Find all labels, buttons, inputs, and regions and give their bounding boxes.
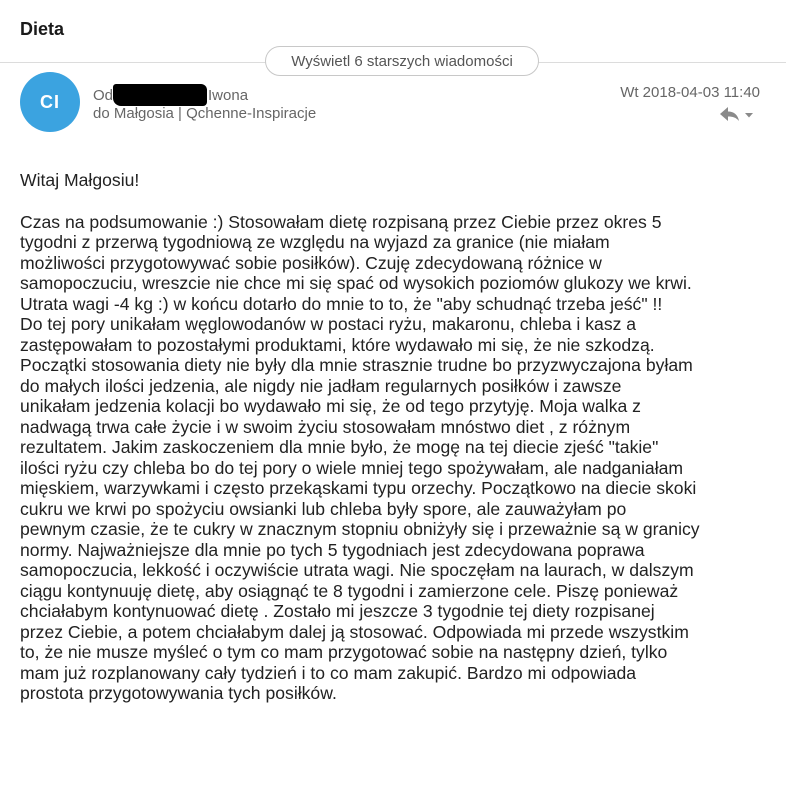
reply-arrow-icon[interactable]	[718, 103, 758, 125]
body-line: ciągu kontynuuję dietę, aby osiągnąć te 8 tygodni i zamierzone cele. Piszę ponieważ	[20, 580, 679, 601]
greeting: Witaj Małgosiu!	[20, 170, 140, 190]
show-older-messages-button[interactable]: Wyświetl 6 starszych wiadomości	[265, 46, 539, 76]
body-line: mam już rozplanowany cały tydzień i to co mam zakupić. Bardzo mi odpowiada	[20, 662, 637, 683]
avatar: CI	[20, 72, 80, 132]
sender-name[interactable]: Iwona	[208, 87, 249, 104]
body-line: prostota przygotowywania tych posiłków.	[20, 683, 337, 703]
body-line: mięskiem, warzywkami i często przekąskami typu orzechy. Początkowo na diecie skoki	[20, 478, 697, 498]
body-line: normy. Najważniejsze dla mnie po tych 5 tygodniach jest zdecydowana poprawa	[20, 539, 645, 560]
redacted-sender-mark	[113, 84, 207, 106]
body-line: przez Ciebie, a potem chciałabym dalej ją stosować. Odpowiada mi przede wszystkim	[20, 621, 689, 642]
body-line: Początki stosowania diety nie były dla mnie strasznie trudne bo przyzwyczajona byłam	[20, 355, 693, 375]
message-body	[20, 170, 786, 704]
body-line: Czas na podsumowanie :) Stosowałam dietę rozpisaną przez Ciebie przez okres 5	[20, 211, 662, 232]
email-subject: Dieta	[20, 19, 65, 39]
body-line: to, że nie musze myśleć o tym co mam przygotować sobie na następny dzień, tylko	[20, 642, 668, 662]
body-line: samopoczucia, lekkość i oczywiście utrata wagi. Nie spoczęłam na laurach, w dalszym	[20, 560, 694, 580]
body-line: tygodni z przerwą tygodniową ze względu na wyjazd za granice (nie miałam	[20, 232, 610, 252]
message-paragraph	[20, 212, 786, 704]
body-line: cukru we krwi po spożyciu owsianki lub chleba były spore, ale zauważyłam po	[20, 498, 627, 519]
from-line	[93, 84, 248, 106]
body-line: unikałam jedzenia kolacji bo wydawało mi się, że od tego przytyję. Moja walka z	[20, 396, 641, 416]
body-line: samopoczuciu, wreszcie nie chce mi się spać od wysokich poziomów glukozy we krwi.	[20, 273, 692, 293]
body-line: nadwagą trwa całe życie i w swoim życiu stosowałam mnóstwo diet , z różnym	[20, 416, 631, 437]
body-line: ilości ryżu czy chleba bo do tej pory o wiele mniej tego spożywałam, ale nadganiałam	[20, 457, 684, 478]
body-line: chciałabym kontynuować dietę . Zostało mi jeszcze 3 tygodnie tej diety rozpisanej	[20, 601, 655, 621]
chevron-down-icon	[745, 113, 753, 118]
from-prefix: Od	[93, 87, 114, 104]
body-line: możliwości przygotowywać sobie posiłków). Czuję zdecydowaną różnice w	[20, 252, 602, 273]
body-line: do małych ilości jedzenia, ale nigdy nie jadłam regularnych posiłków i zawsze	[20, 375, 622, 396]
body-line: Utrata wagi -4 kg :) w końcu dotarło do mnie to to, że "aby schudnąć trzeba jeść" !!	[20, 293, 663, 314]
message-date: Wt 2018-04-03 11:40	[620, 84, 760, 101]
body-line: zastępowałam to pozostałymi produktami, które wydawało mi się, że nie szkodzą.	[20, 334, 655, 355]
recipient-line: do Małgosia | Qchenne-Inspiracje	[93, 105, 317, 122]
body-line: Do tej pory unikałam węglowodanów w postaci ryżu, makaronu, chleba i kasz a	[20, 314, 637, 334]
body-line: rezultatem. Jakim zaskoczeniem dla mnie było, że mogę na tej diecie zjeść "takie"	[20, 437, 659, 457]
body-line: pewnym czasie, że te cukry w znacznym stopniu obniżyły się i przeważnie są w granicy	[20, 519, 700, 539]
reply-actions[interactable]	[718, 103, 758, 125]
